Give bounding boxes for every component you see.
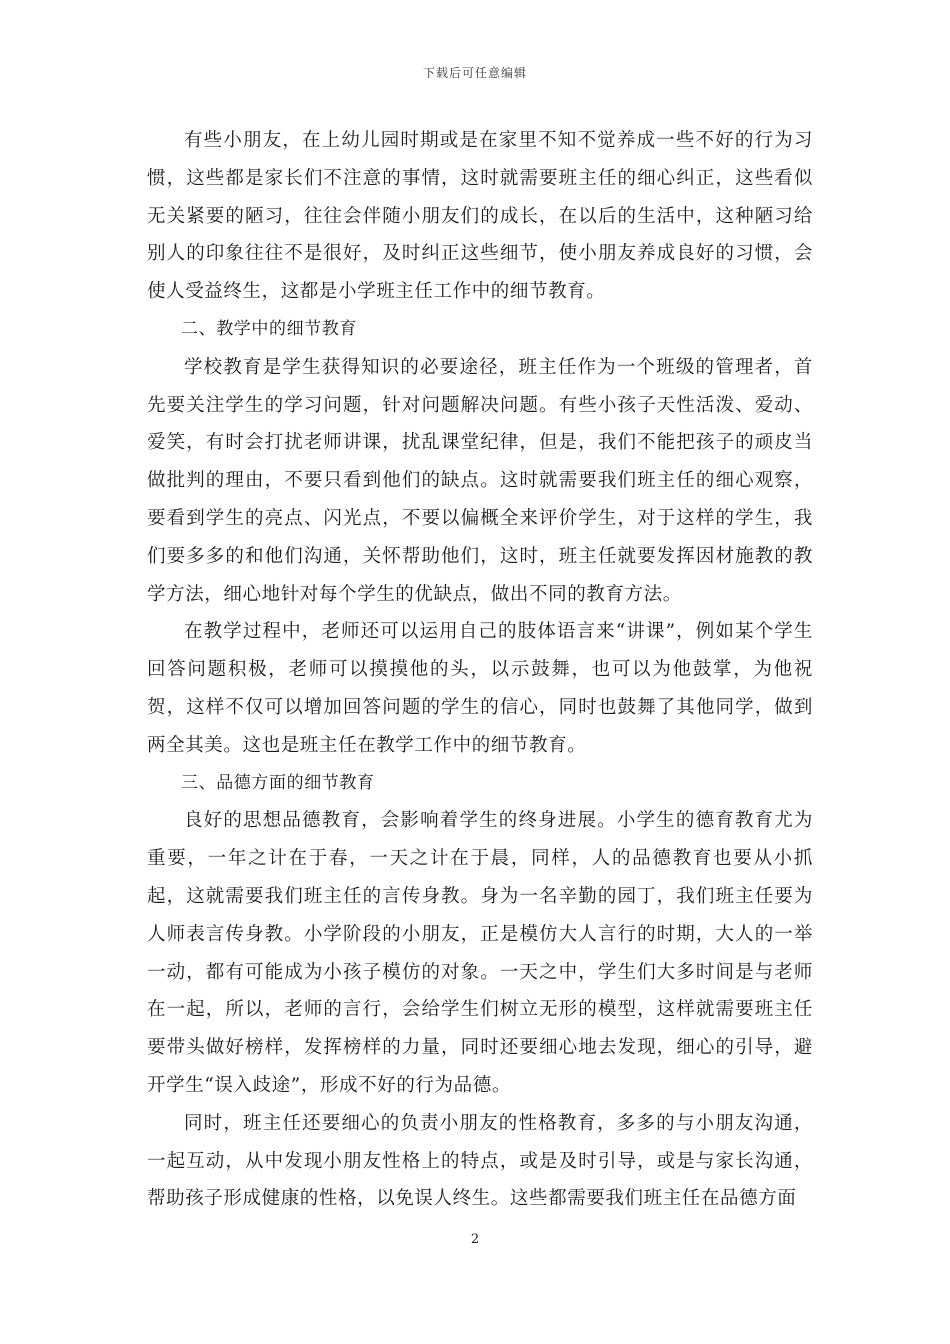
paragraph-moral-education: 良好的思想品德教育，会影响着学生的终身进展。小学生的德育教育尤为重要，一年之计在于春，一天之计在于晨，同样，人的品德教育也要从小抓起，这就需要我们班主任的言传身教。身为一名辛勤的园丁，我们班主任要为人师表言传身教。小学阶段的小朋友，正是模仿大人言行的时期，大人的一举一动，都有可能成为小孩子模仿的对象。一天之中，学生们大多时间是与老师在一起，所以，老师的言行，会给学生们树立无形的模型，这样就需要班主任要带头做好榜样，发挥榜样的力量，同时还要细心地去发现，细心的引导，避开学生“误入歧途”，形成不好的行为品德。 <box>147 810 813 1096</box>
section-heading-morality: 三、品德方面的细节教育 <box>181 772 375 793</box>
paragraph-body-language: 在教学过程中，老师还可以运用自己的肢体语言来“讲课”，例如某个学生回答问题积极，老师可以摸摸他的头，以示鼓舞，也可以为他鼓掌，为他祝贺，这样不仅可以增加回答问题的学生的信心，同时也鼓舞了其他同学，做到两全其美。这也是班主任在教学工作中的细节教育。 <box>147 621 813 756</box>
paragraph-school-education: 学校教育是学生获得知识的必要途径，班主任作为一个班级的管理者，首先要关注学生的学习问题，针对问题解决问题。有些小孩子天性活泼、爱动、爱笑，有时会打扰老师讲课，扰乱课堂纪律，但是，我们不能把孩子的顽皮当做批判的理由，不要只看到他们的缺点。这时就需要我们班主任的细心观察，要看到学生的亮点、闪光点，不要以偏概全来评价学生，对于这样的学生，我们要多多的和他们沟通，关怀帮助他们，这时，班主任就要发挥因材施教的教学方法，细心地针对每个学生的优缺点，做出不同的教育方法。 <box>147 356 813 605</box>
page-number: 2 <box>470 1232 480 1247</box>
document-body <box>147 122 813 1218</box>
section-heading-teaching: 二、教学中的细节教育 <box>181 318 357 339</box>
header-note: 下载后可任意编辑 <box>422 66 527 80</box>
paragraph-personality-education: 同时，班主任还要细心的负责小朋友的性格教育，多多的与小朋友沟通，一起互动，从中发现小朋友性格上的特点，或是及时引导，或是与家长沟通，帮助孩子形成健康的性格，以免误人终生。这些都需要我们班主任在品德方面 <box>147 1112 813 1210</box>
paragraph-bad-habits: 有些小朋友，在上幼儿园时期或是在家里不知不觉养成一些不好的行为习惯，这些都是家长们不注意的事情，这时就需要班主任的细心纠正，这些看似无关紧要的陋习，往往会伴随小朋友们的成长，在以后的生活中，这种陋习给别人的印象往往不是很好，及时纠正这些细节，使小朋友养成良好的习惯，会使人受益终生，这都是小学班主任工作中的细节教育。 <box>147 130 813 303</box>
